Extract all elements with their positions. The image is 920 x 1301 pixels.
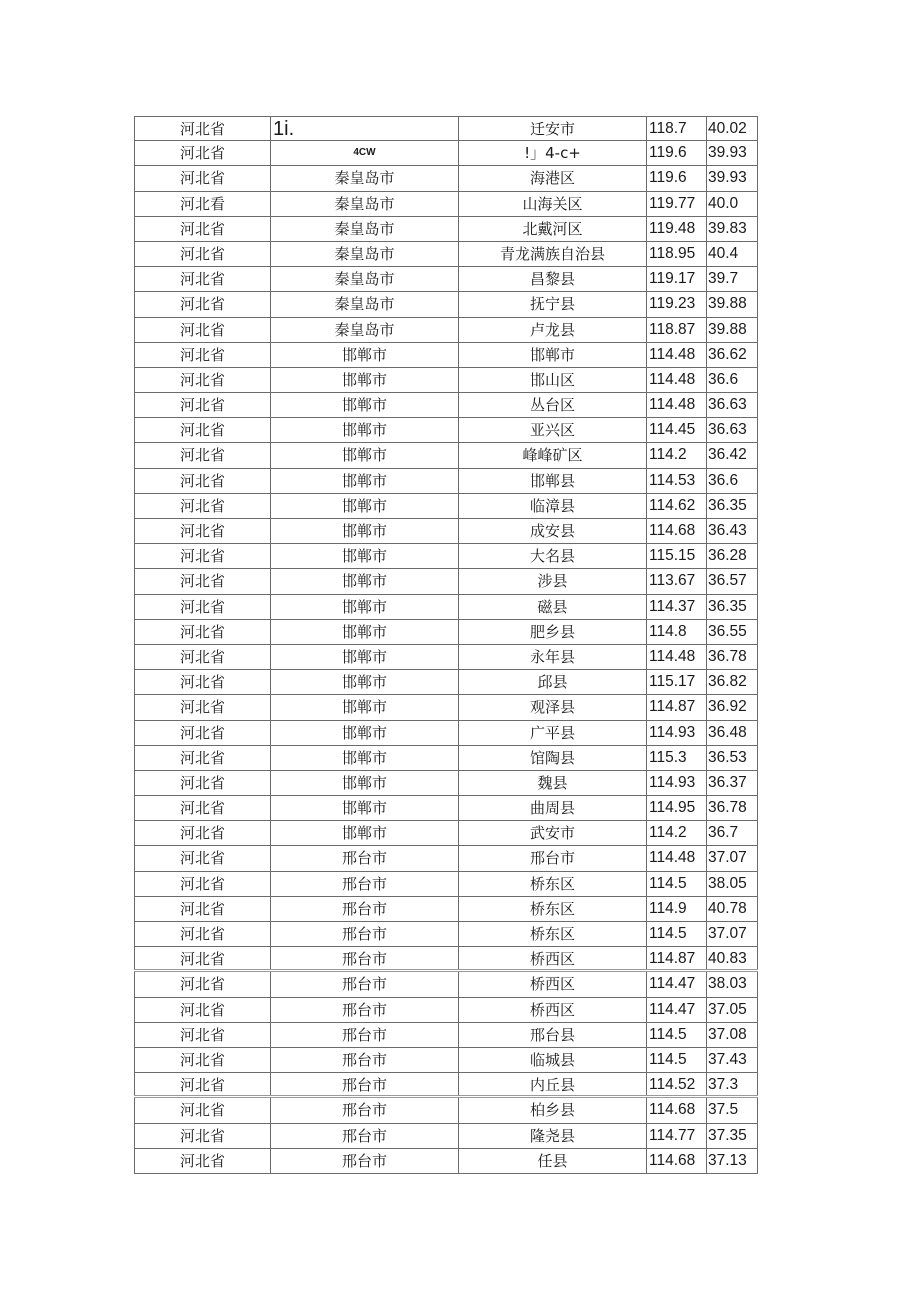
- county-cell: 武安市: [458, 821, 646, 845]
- province-cell: 河北省: [134, 368, 270, 392]
- latitude-cell: 36.78: [706, 796, 758, 820]
- province-cell: 河北省: [134, 972, 270, 996]
- province-cell: 河北省: [134, 998, 270, 1022]
- table-row: [134, 972, 758, 997]
- city-cell: 1i.: [270, 117, 458, 140]
- county-cell: 桥东区: [458, 897, 646, 921]
- city-cell: 邯郸市: [270, 771, 458, 795]
- latitude-cell: 39.93: [706, 141, 758, 165]
- county-cell: 桥西区: [458, 998, 646, 1022]
- county-cell: 隆尧县: [458, 1124, 646, 1148]
- longitude-cell: 119.77: [646, 192, 706, 216]
- province-cell: 河北省: [134, 670, 270, 694]
- latitude-cell: 37.35: [706, 1124, 758, 1148]
- county-cell: 邢台县: [458, 1023, 646, 1047]
- province-cell: 河北省: [134, 343, 270, 367]
- table-row: [134, 1023, 758, 1048]
- city-cell: 邢台市: [270, 1023, 458, 1047]
- longitude-cell: 114.48: [646, 846, 706, 870]
- city-cell: 邯郸市: [270, 469, 458, 493]
- county-cell: 内丘县: [458, 1073, 646, 1095]
- county-cell: 桥西区: [458, 947, 646, 969]
- county-cell: 肥乡县: [458, 620, 646, 644]
- table-row: [134, 141, 758, 166]
- longitude-cell: 114.5: [646, 922, 706, 946]
- county-cell: 丛台区: [458, 393, 646, 417]
- latitude-cell: 37.5: [706, 1098, 758, 1122]
- city-cell: 邯郸市: [270, 595, 458, 619]
- county-cell: 昌黎县: [458, 267, 646, 291]
- province-cell: 河北省: [134, 796, 270, 820]
- county-cell: 桥西区: [458, 972, 646, 996]
- table-row: [134, 922, 758, 947]
- city-cell: 秦皇岛市: [270, 166, 458, 190]
- table-row: [134, 1124, 758, 1149]
- county-cell: 卢龙县: [458, 318, 646, 342]
- table-row: [134, 1098, 758, 1123]
- province-cell: 河北省: [134, 821, 270, 845]
- longitude-cell: 114.68: [646, 1098, 706, 1122]
- latitude-cell: 36.6: [706, 368, 758, 392]
- city-cell: 邢台市: [270, 972, 458, 996]
- city-cell: 邢台市: [270, 897, 458, 921]
- longitude-cell: 114.48: [646, 368, 706, 392]
- county-cell: 永年县: [458, 645, 646, 669]
- city-cell: 邢台市: [270, 846, 458, 870]
- city-cell: 邯郸市: [270, 695, 458, 719]
- county-cell: 青龙满族自治县: [458, 242, 646, 266]
- table-row: [134, 242, 758, 267]
- longitude-cell: 114.47: [646, 972, 706, 996]
- longitude-cell: 114.2: [646, 443, 706, 467]
- county-cell: 魏县: [458, 771, 646, 795]
- latitude-cell: 38.03: [706, 972, 758, 996]
- county-cell: 涉县: [458, 569, 646, 593]
- table-row: [134, 418, 758, 443]
- latitude-cell: 36.42: [706, 443, 758, 467]
- table-row: [134, 393, 758, 418]
- latitude-cell: 36.48: [706, 721, 758, 745]
- city-cell: 邢台市: [270, 1073, 458, 1095]
- table-row: [134, 443, 758, 468]
- city-cell: 邢台市: [270, 872, 458, 896]
- latitude-cell: 37.08: [706, 1023, 758, 1047]
- table-row: [134, 721, 758, 746]
- table-row: [134, 897, 758, 922]
- city-cell: 邯郸市: [270, 494, 458, 518]
- city-cell: 秦皇岛市: [270, 217, 458, 241]
- province-cell: 河北省: [134, 141, 270, 165]
- longitude-cell: 114.9: [646, 897, 706, 921]
- longitude-cell: 118.95: [646, 242, 706, 266]
- table-row: [134, 166, 758, 191]
- table-row: [134, 1073, 758, 1098]
- city-cell: 邯郸市: [270, 821, 458, 845]
- latitude-cell: 40.83: [706, 947, 758, 969]
- latitude-cell: 40.4: [706, 242, 758, 266]
- city-cell: 邯郸市: [270, 721, 458, 745]
- city-cell: 邯郸市: [270, 519, 458, 543]
- county-cell: 大名县: [458, 544, 646, 568]
- county-cell: 亚兴区: [458, 418, 646, 442]
- county-cell: 邯郸市: [458, 343, 646, 367]
- city-cell: 邯郸市: [270, 796, 458, 820]
- city-cell: 秦皇岛市: [270, 318, 458, 342]
- province-cell: 河北省: [134, 1073, 270, 1095]
- county-cell: 抚宁县: [458, 292, 646, 316]
- province-cell: 河北省: [134, 292, 270, 316]
- latitude-cell: 40.02: [706, 117, 758, 140]
- county-cell: 曲周县: [458, 796, 646, 820]
- latitude-cell: 39.7: [706, 267, 758, 291]
- city-cell: 邯郸市: [270, 443, 458, 467]
- latitude-cell: 37.43: [706, 1048, 758, 1072]
- province-cell: 河北省: [134, 947, 270, 969]
- longitude-cell: 118.7: [646, 117, 706, 140]
- table-row: [134, 821, 758, 846]
- table-row: [134, 519, 758, 544]
- latitude-cell: 36.82: [706, 670, 758, 694]
- city-cell: 邯郸市: [270, 418, 458, 442]
- latitude-cell: 36.37: [706, 771, 758, 795]
- table-row: [134, 620, 758, 645]
- longitude-cell: 114.2: [646, 821, 706, 845]
- province-cell: 河北省: [134, 846, 270, 870]
- table-row: [134, 846, 758, 871]
- province-cell: 河北省: [134, 469, 270, 493]
- latitude-cell: 37.13: [706, 1149, 758, 1173]
- county-cell: 临城县: [458, 1048, 646, 1072]
- city-cell: 邯郸市: [270, 569, 458, 593]
- city-cell: 邯郸市: [270, 670, 458, 694]
- longitude-cell: 114.5: [646, 872, 706, 896]
- table-row: [134, 1048, 758, 1073]
- city-cell: 邢台市: [270, 1098, 458, 1122]
- province-cell: 河北省: [134, 922, 270, 946]
- table-row: [134, 544, 758, 569]
- city-cell: 邯郸市: [270, 746, 458, 770]
- longitude-cell: 115.17: [646, 670, 706, 694]
- latitude-cell: 37.07: [706, 846, 758, 870]
- longitude-cell: 114.68: [646, 1149, 706, 1173]
- province-cell: 河北省: [134, 1098, 270, 1122]
- table-row: [134, 217, 758, 242]
- table-row: [134, 469, 758, 494]
- county-cell: 成安县: [458, 519, 646, 543]
- county-cell: 任县: [458, 1149, 646, 1173]
- table-row: [134, 116, 758, 141]
- table-row: [134, 998, 758, 1023]
- latitude-cell: 36.78: [706, 645, 758, 669]
- latitude-cell: 37.05: [706, 998, 758, 1022]
- table-row: [134, 292, 758, 317]
- province-cell: 河北省: [134, 318, 270, 342]
- province-cell: 河北省: [134, 267, 270, 291]
- province-cell: 河北省: [134, 494, 270, 518]
- latitude-cell: 38.05: [706, 872, 758, 896]
- table-row: [134, 569, 758, 594]
- province-cell: 河北省: [134, 1124, 270, 1148]
- latitude-cell: 40.78: [706, 897, 758, 921]
- longitude-cell: 114.5: [646, 1048, 706, 1072]
- province-cell: 河北省: [134, 418, 270, 442]
- county-cell: 山海关区: [458, 192, 646, 216]
- province-cell: 河北省: [134, 242, 270, 266]
- longitude-cell: 113.67: [646, 569, 706, 593]
- longitude-cell: 114.47: [646, 998, 706, 1022]
- latitude-cell: 36.53: [706, 746, 758, 770]
- latitude-cell: 37.3: [706, 1073, 758, 1095]
- longitude-cell: 119.6: [646, 141, 706, 165]
- province-cell: 河北省: [134, 117, 270, 140]
- city-cell: 邢台市: [270, 1124, 458, 1148]
- latitude-cell: 36.35: [706, 595, 758, 619]
- table-row: [134, 318, 758, 343]
- city-cell: 秦皇岛市: [270, 267, 458, 291]
- city-cell: 邢台市: [270, 922, 458, 946]
- city-cell: 邯郸市: [270, 393, 458, 417]
- table-row: [134, 343, 758, 368]
- longitude-cell: 114.37: [646, 595, 706, 619]
- province-cell: 河北省: [134, 544, 270, 568]
- table-row: [134, 695, 758, 720]
- city-cell: 邯郸市: [270, 544, 458, 568]
- latitude-cell: 36.92: [706, 695, 758, 719]
- longitude-cell: 114.8: [646, 620, 706, 644]
- longitude-cell: 114.48: [646, 645, 706, 669]
- county-cell: 邢台市: [458, 846, 646, 870]
- province-cell: 河北省: [134, 746, 270, 770]
- longitude-cell: 114.87: [646, 695, 706, 719]
- longitude-cell: 114.48: [646, 343, 706, 367]
- latitude-cell: 36.62: [706, 343, 758, 367]
- table-row: [134, 746, 758, 771]
- table-row: [134, 872, 758, 897]
- county-cell: 峰峰矿区: [458, 443, 646, 467]
- city-cell: 4CW: [270, 141, 458, 165]
- longitude-cell: 114.93: [646, 771, 706, 795]
- city-cell: 邢台市: [270, 1149, 458, 1173]
- latitude-cell: 36.7: [706, 821, 758, 845]
- latitude-cell: 36.6: [706, 469, 758, 493]
- table-row: [134, 494, 758, 519]
- latitude-cell: 36.55: [706, 620, 758, 644]
- longitude-cell: 114.52: [646, 1073, 706, 1095]
- longitude-cell: 114.93: [646, 721, 706, 745]
- county-cell: 海港区: [458, 166, 646, 190]
- county-cell: 桥东区: [458, 872, 646, 896]
- county-cell: 桥东区: [458, 922, 646, 946]
- latitude-cell: 39.88: [706, 318, 758, 342]
- county-cell: 临漳县: [458, 494, 646, 518]
- table-row: [134, 771, 758, 796]
- city-cell: 秦皇岛市: [270, 192, 458, 216]
- table-row: [134, 947, 758, 972]
- city-cell: 邯郸市: [270, 368, 458, 392]
- province-cell: 河北省: [134, 1023, 270, 1047]
- province-cell: 河北省: [134, 695, 270, 719]
- longitude-cell: 119.48: [646, 217, 706, 241]
- city-cell: 邯郸市: [270, 343, 458, 367]
- region-coordinate-table: [134, 116, 758, 1174]
- latitude-cell: 39.83: [706, 217, 758, 241]
- table-row: [134, 1149, 758, 1174]
- county-cell: 邱县: [458, 670, 646, 694]
- city-cell: 邢台市: [270, 1048, 458, 1072]
- province-cell: 河北省: [134, 897, 270, 921]
- table-row: [134, 595, 758, 620]
- latitude-cell: 36.35: [706, 494, 758, 518]
- city-cell: 邢台市: [270, 947, 458, 969]
- city-cell: 邢台市: [270, 998, 458, 1022]
- province-cell: 河北省: [134, 166, 270, 190]
- province-cell: 河北省: [134, 872, 270, 896]
- county-cell: 邯山区: [458, 368, 646, 392]
- province-cell: 河北看: [134, 192, 270, 216]
- province-cell: 河北省: [134, 519, 270, 543]
- province-cell: 河北省: [134, 393, 270, 417]
- table-row: [134, 670, 758, 695]
- province-cell: 河北省: [134, 771, 270, 795]
- province-cell: 河北省: [134, 1149, 270, 1173]
- longitude-cell: 114.5: [646, 1023, 706, 1047]
- province-cell: 河北省: [134, 595, 270, 619]
- table-row: [134, 368, 758, 393]
- table-row: [134, 267, 758, 292]
- province-cell: 河北省: [134, 620, 270, 644]
- longitude-cell: 114.95: [646, 796, 706, 820]
- longitude-cell: 114.53: [646, 469, 706, 493]
- county-cell: 邯郸县: [458, 469, 646, 493]
- longitude-cell: 114.62: [646, 494, 706, 518]
- longitude-cell: 119.17: [646, 267, 706, 291]
- county-cell: 广平县: [458, 721, 646, 745]
- county-cell: 观泽县: [458, 695, 646, 719]
- longitude-cell: 115.15: [646, 544, 706, 568]
- latitude-cell: 39.88: [706, 292, 758, 316]
- longitude-cell: 119.23: [646, 292, 706, 316]
- latitude-cell: 36.63: [706, 393, 758, 417]
- table-row: [134, 645, 758, 670]
- province-cell: 河北省: [134, 645, 270, 669]
- province-cell: 河北省: [134, 443, 270, 467]
- latitude-cell: 39.93: [706, 166, 758, 190]
- longitude-cell: 118.87: [646, 318, 706, 342]
- county-cell: 磁县: [458, 595, 646, 619]
- latitude-cell: 40.0: [706, 192, 758, 216]
- latitude-cell: 36.57: [706, 569, 758, 593]
- county-cell: !」4-c+: [458, 141, 646, 165]
- longitude-cell: 119.6: [646, 166, 706, 190]
- latitude-cell: 36.63: [706, 418, 758, 442]
- city-cell: 秦皇岛市: [270, 242, 458, 266]
- table-row: [134, 192, 758, 217]
- county-cell: 迁安市: [458, 117, 646, 140]
- latitude-cell: 36.43: [706, 519, 758, 543]
- province-cell: 河北省: [134, 569, 270, 593]
- longitude-cell: 114.77: [646, 1124, 706, 1148]
- longitude-cell: 114.48: [646, 393, 706, 417]
- province-cell: 河北省: [134, 721, 270, 745]
- city-cell: 邯郸市: [270, 645, 458, 669]
- county-cell: 北戴河区: [458, 217, 646, 241]
- longitude-cell: 114.45: [646, 418, 706, 442]
- city-cell: 邯郸市: [270, 620, 458, 644]
- city-cell: 秦皇岛市: [270, 292, 458, 316]
- latitude-cell: 37.07: [706, 922, 758, 946]
- table-row: [134, 796, 758, 821]
- longitude-cell: 114.68: [646, 519, 706, 543]
- county-cell: 柏乡县: [458, 1098, 646, 1122]
- province-cell: 河北省: [134, 1048, 270, 1072]
- province-cell: 河北省: [134, 217, 270, 241]
- latitude-cell: 36.28: [706, 544, 758, 568]
- longitude-cell: 114.87: [646, 947, 706, 969]
- longitude-cell: 115.3: [646, 746, 706, 770]
- county-cell: 馆陶县: [458, 746, 646, 770]
